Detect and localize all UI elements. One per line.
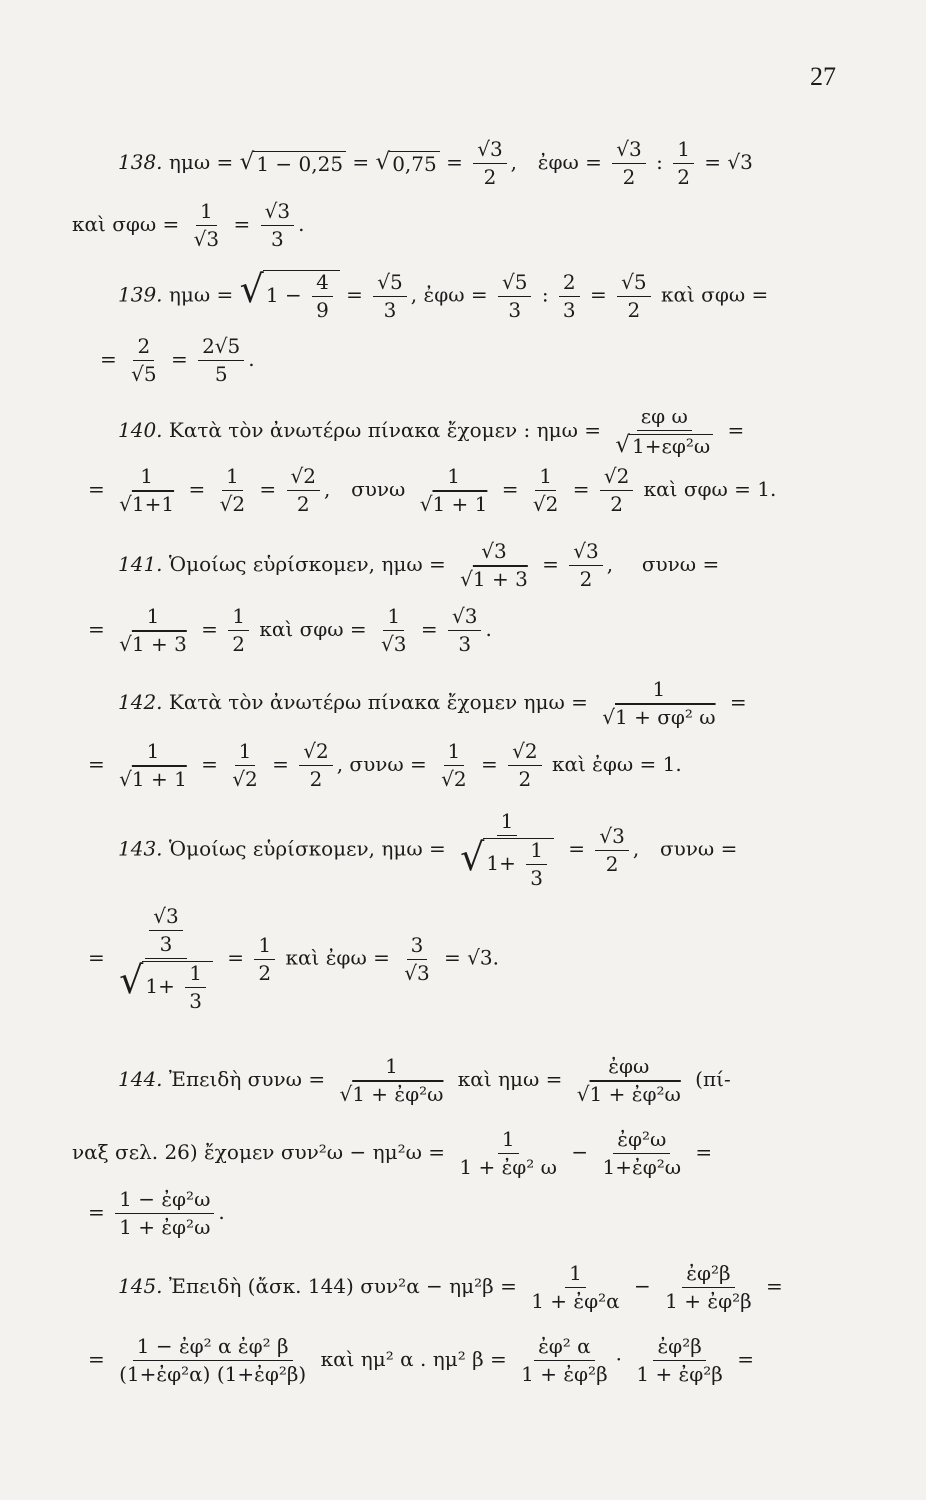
problem-139-line2: = $\frac{2}{√5}$ = $\frac{2√5}{5}$ . bbox=[100, 334, 255, 386]
problem-number: 138. bbox=[118, 150, 163, 174]
problem-number: 140. bbox=[118, 417, 163, 442]
problem-138-line2: καὶ σφω = $\frac{1}{√3}$ = $\frac{√3}{3}$ . bbox=[72, 199, 305, 251]
problem-number: 145. bbox=[118, 1274, 163, 1298]
problem-intro: Κατὰ τὸν ἀνωτέρω πίνακα ἔχομεν : bbox=[168, 417, 531, 442]
problem-141-line2: = $\frac{1}{√1 + 3}$ = $\frac{1}{2}$ καὶ σφω = $\frac{1}{√3}$ = $\frac{√3}{3}$ . bbox=[88, 604, 492, 656]
problem-141-line1: 141. Ὁμοίως εὑρίσκομεν, ημω = $\frac{√3}{√1 + 3}$ = $\frac{√3}{2}$ , συνω = bbox=[118, 539, 720, 591]
problem-139-line1: 139. ημω = √ 1 − $\frac{4}{9}$ = $\frac{√5}{3}$ , ἐφω = $\frac{√5}{3}$ : $\frac{2}{3}$ = $\frac{√5}{2}$ καὶ σφω = bbox=[118, 267, 769, 322]
problem-number: 141. bbox=[118, 552, 163, 576]
problem-intro: Ἐπειδὴ bbox=[168, 1067, 242, 1091]
problem-144-line1: 144. Ἐπειδὴ συνω = $\frac{1}{\text{√1 + ἐφ²ω}}$ καὶ ημω = $\frac{\text{ἐφω}}{\text{√1 + ἐφ²ω}}$ (πί- bbox=[118, 1054, 731, 1106]
problem-intro: Ἐπειδὴ (ἄσκ. 144) bbox=[168, 1274, 354, 1298]
problem-intro: Κατὰ τὸν ἀνωτέρω πίνακα ἔχομεν bbox=[168, 690, 518, 714]
problem-145-line1: 145. Ἐπειδὴ (ἄσκ. 144) συν²α − ημ²β = $\frac{1}{\text{1 + ἐφ²α}}$ − $\frac{\text{ἐφ²β}}{\text{1 + ἐφ²β}}$ = bbox=[118, 1261, 783, 1313]
problem-number: 144. bbox=[118, 1067, 163, 1091]
problem-138-line1: 138. ημω = √ 1 − 0,25 = √ 0,75 = $\frac{√3}{2}$ , ἐφω = $\frac{√3}{2}$ : $\frac{1}{2}$ = √3 bbox=[118, 137, 753, 189]
problem-143-line2: = $\frac{√3}{3}$ √ 1+ $\frac{1}{3}$ = $\frac{1}{2}$ καὶ ἐφω = $\frac{3}{√3}$ = √3. bbox=[88, 904, 500, 1013]
problem-140-line2: = $\frac{1}{√1+1}$ = $\frac{1}{√2}$ = $\frac{√2}{2}$ , συνω $\frac{1}{√1 + 1}$ = $\frac{1}{√2}$ = $\frac{√2}{2}$ καὶ σφω = 1. bbox=[88, 464, 777, 516]
problem-intro: Ὁμοίως εὑρίσκομεν, bbox=[168, 552, 376, 576]
problem-142-line1: 142. Κατὰ τὸν ἀνωτέρω πίνακα ἔχομεν ημω = $\frac{1}{\text{√1 + σφ² ω}}$ = bbox=[118, 677, 747, 729]
problem-number: 139. bbox=[118, 282, 163, 307]
problem-144-line3: = $\frac{\text{1 − ἐφ²ω}}{\text{1 + ἐφ²ω}}$ . bbox=[88, 1187, 225, 1239]
problem-145-line2: = $\frac{\text{1 − ἐφ² α ἐφ² β}}{\text{(1+ἐφ²α) (1+ἐφ²β)}}$ καὶ ημ² α . ημ² β = $\frac{\text{ἐφ² α}}{\text{1 + ἐφ²β}}$ · $\frac{\text{ἐφ²β}}{\text{1 + ἐφ²β}}$ = bbox=[88, 1334, 754, 1386]
problem-143-line1: 143. Ὁμοίως εὑρίσκομεν, ημω = 1 √ 1+ $\frac{1}{3}$ = $\frac{√3}{2}$ , συνω = bbox=[118, 809, 738, 890]
problem-number: 142. bbox=[118, 690, 163, 714]
problem-144-line2: ναξ σελ. 26) ἔχομεν συν²ω − ημ²ω = $\frac{1}{\text{1 + ἐφ² ω}}$ − $\frac{\text{ἐφ²ω}}{\text{1+ἐφ²ω}}$ = bbox=[72, 1127, 713, 1179]
problem-142-line2: = $\frac{1}{√1 + 1}$ = $\frac{1}{√2}$ = $\frac{√2}{2}$ , συνω = $\frac{1}{√2}$ = $\frac{√2}{2}$ καὶ ἐφω = 1. bbox=[88, 739, 682, 791]
problem-number: 143. bbox=[118, 836, 163, 861]
page-number: 27 bbox=[810, 62, 836, 91]
problem-intro: Ὁμοίως εὑρίσκομεν, bbox=[168, 836, 376, 861]
problem-140-line1: 140. Κατὰ τὸν ἀνωτέρω πίνακα ἔχομεν : ημω = εφ ω √ 1+εφ²ω = bbox=[118, 404, 745, 458]
